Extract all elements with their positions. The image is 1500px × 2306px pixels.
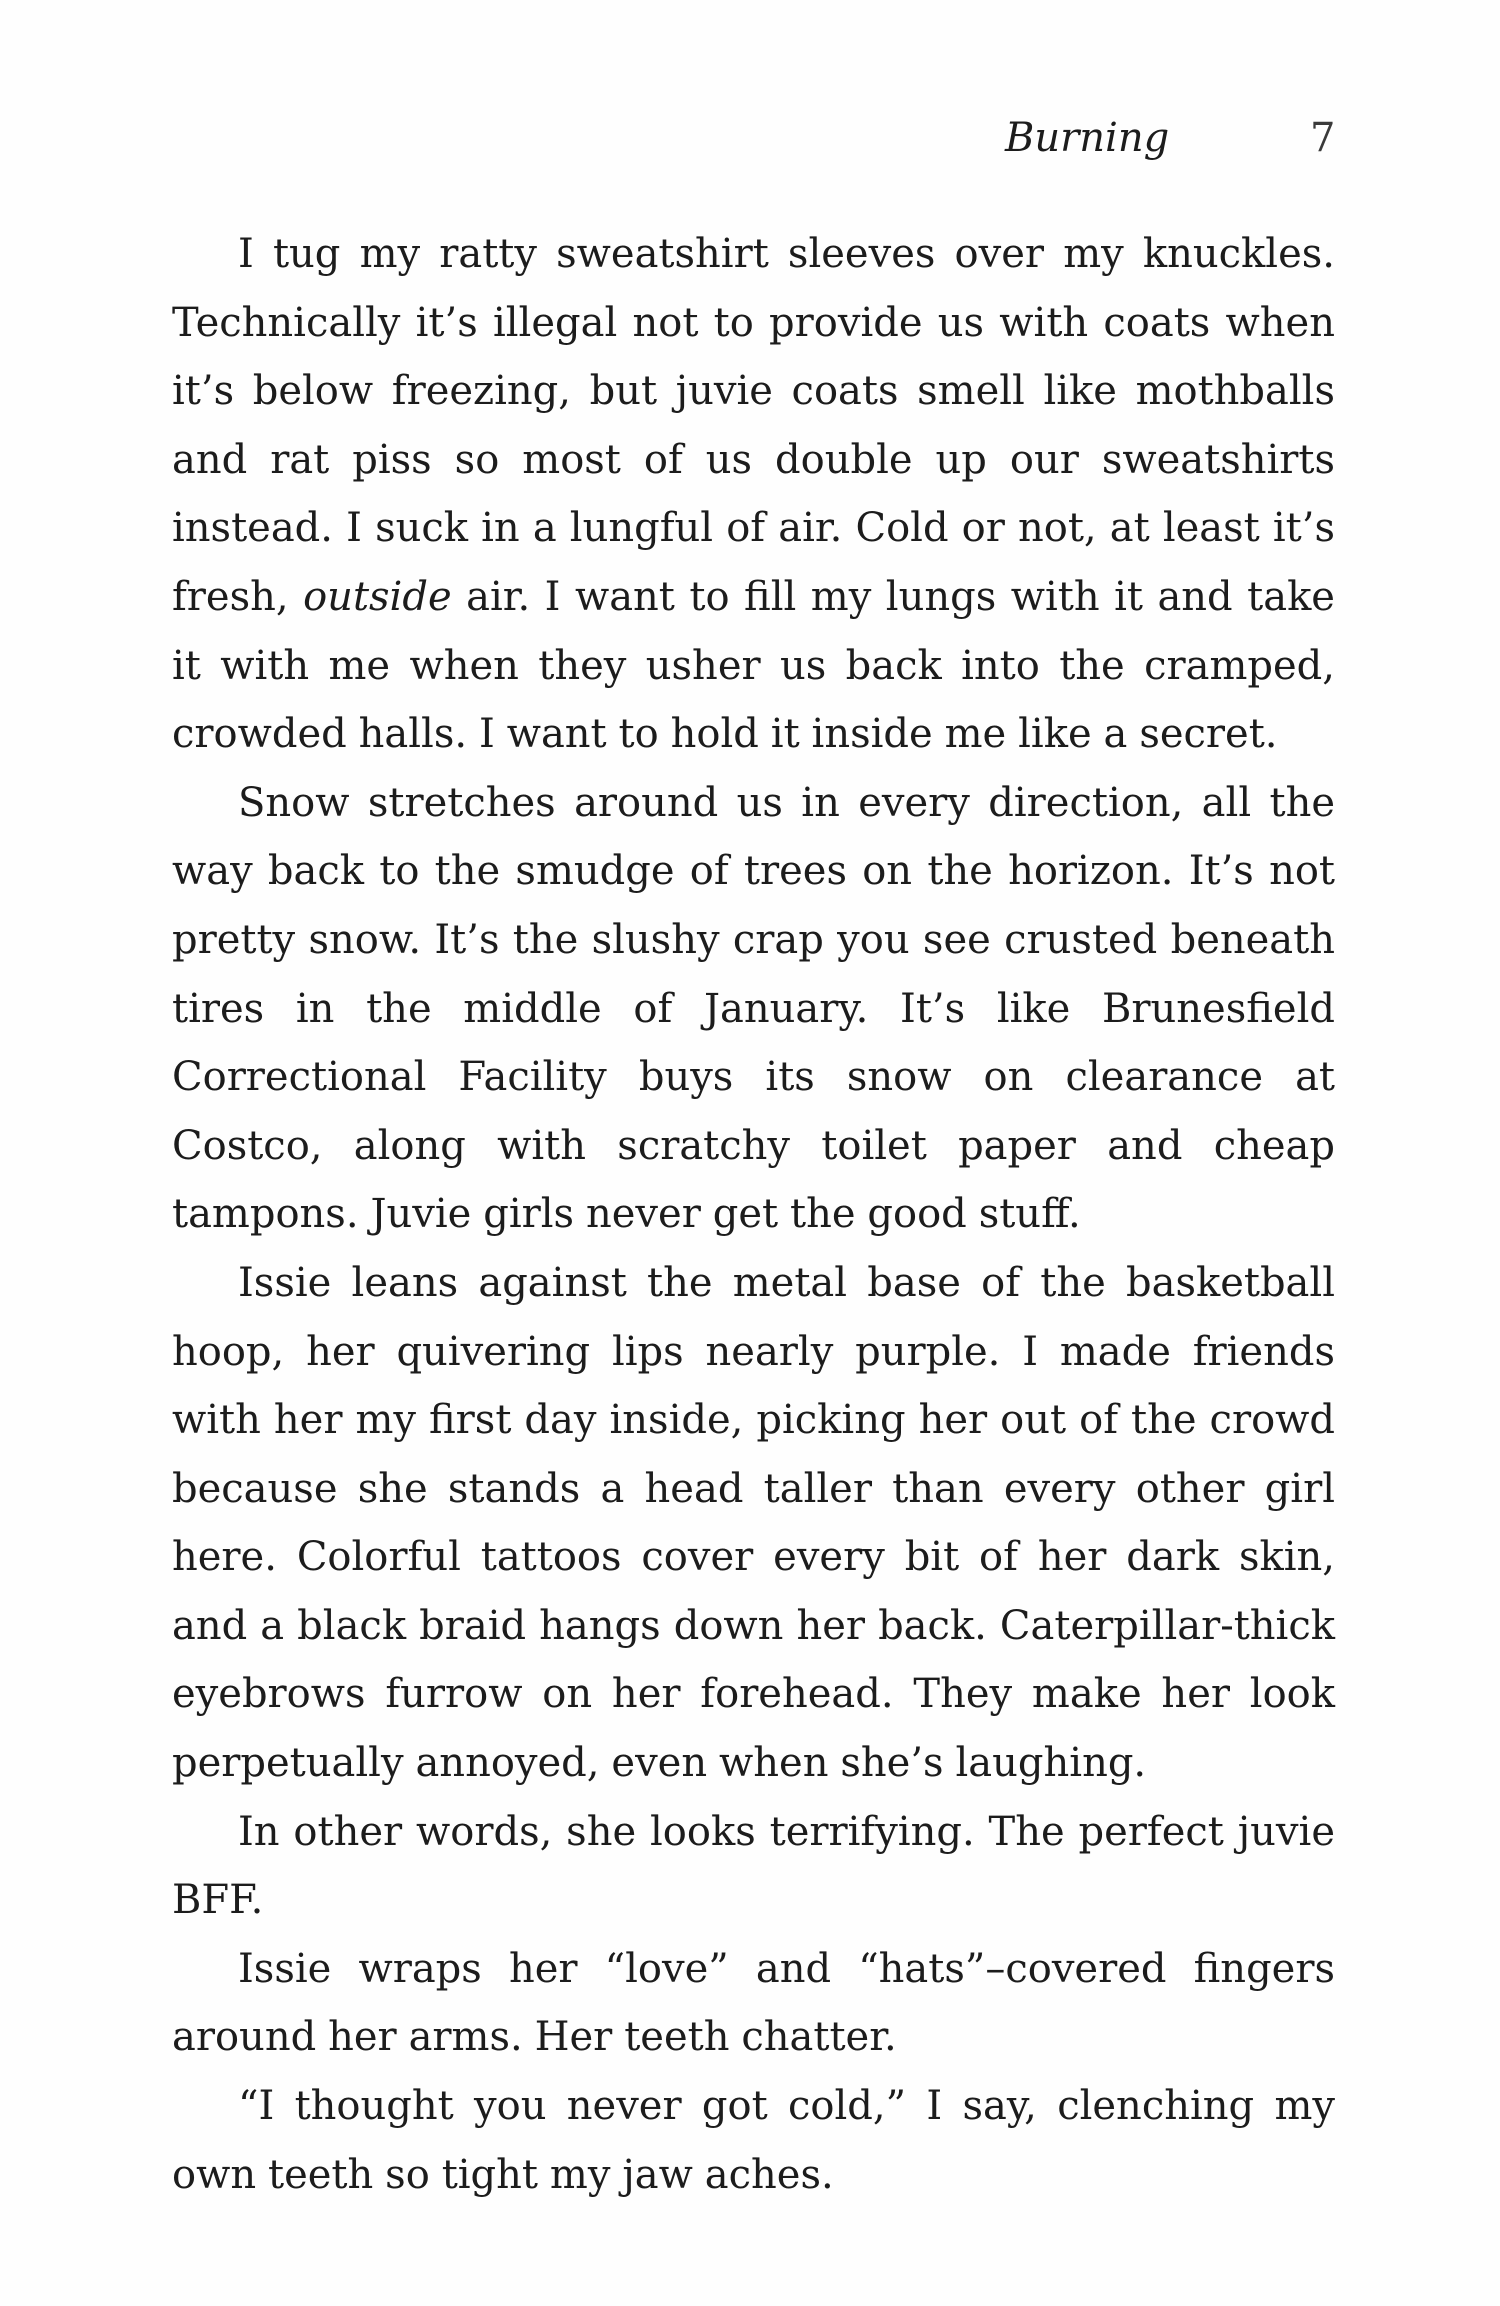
running-header [0,108,1500,168]
emphasis-outside: outside [303,573,452,620]
paragraph-6: “I thought you never got cold,” I say, clenching my own teeth so tight my jaw aches. [172,2083,1335,2198]
paragraph-4: In other words, she looks terrifying. The perfect juvie BFF. [172,1808,1335,1924]
running-title: Burning [1005,115,1170,161]
paragraph-1-part-b: air. I want to fill my lungs with it and take it with me when they usher us back into the cramped, crowded halls. I want to hold it inside me like a secret. [172,573,1335,758]
body-text [172,220,1335,2209]
paragraph-2: Snow stretches around us in every direction, all the way back to the smudge of trees on the horizon. It’s not pretty snow. It’s the slushy crap you see crusted beneath tires in the middle of January. It’s like Brunesfield Correctional Facility buys its snow on clearance at Costco, along with scratchy toilet paper and cheap tampons. Juvie girls never get the good stuff. [172,779,1335,1238]
paragraph-1-part-a: I tug my ratty sweatshirt sleeves over my knuckles. Technically it’s illegal not to provide us with coats when it’s below freezing, but juvie coats smell like mothballs and rat piss so most of us double up our sweatshirts instead. I suck in a lungful of air. Cold or not, at least it’s fresh, [172,231,1335,620]
paragraph-3: Issie leans against the metal base of the basketball hoop, her quivering lips nearly purple. I made friends with her my first day inside, picking her out of the crowd because she stands a head taller than every other girl here. Colorful tattoos cover every bit of her dark skin, and a black braid hangs down her back. Caterpillar-thick eyebrows furrow on her forehead. They make her look perpetually annoyed, even when she’s laughing. [172,1259,1335,1787]
page-number: 7 [1310,115,1336,161]
paragraph-1 [172,220,1335,769]
paragraph-5: Issie wraps her “love” and “hats”–covered fingers around her arms. Her teeth chatter. [172,1945,1335,2061]
